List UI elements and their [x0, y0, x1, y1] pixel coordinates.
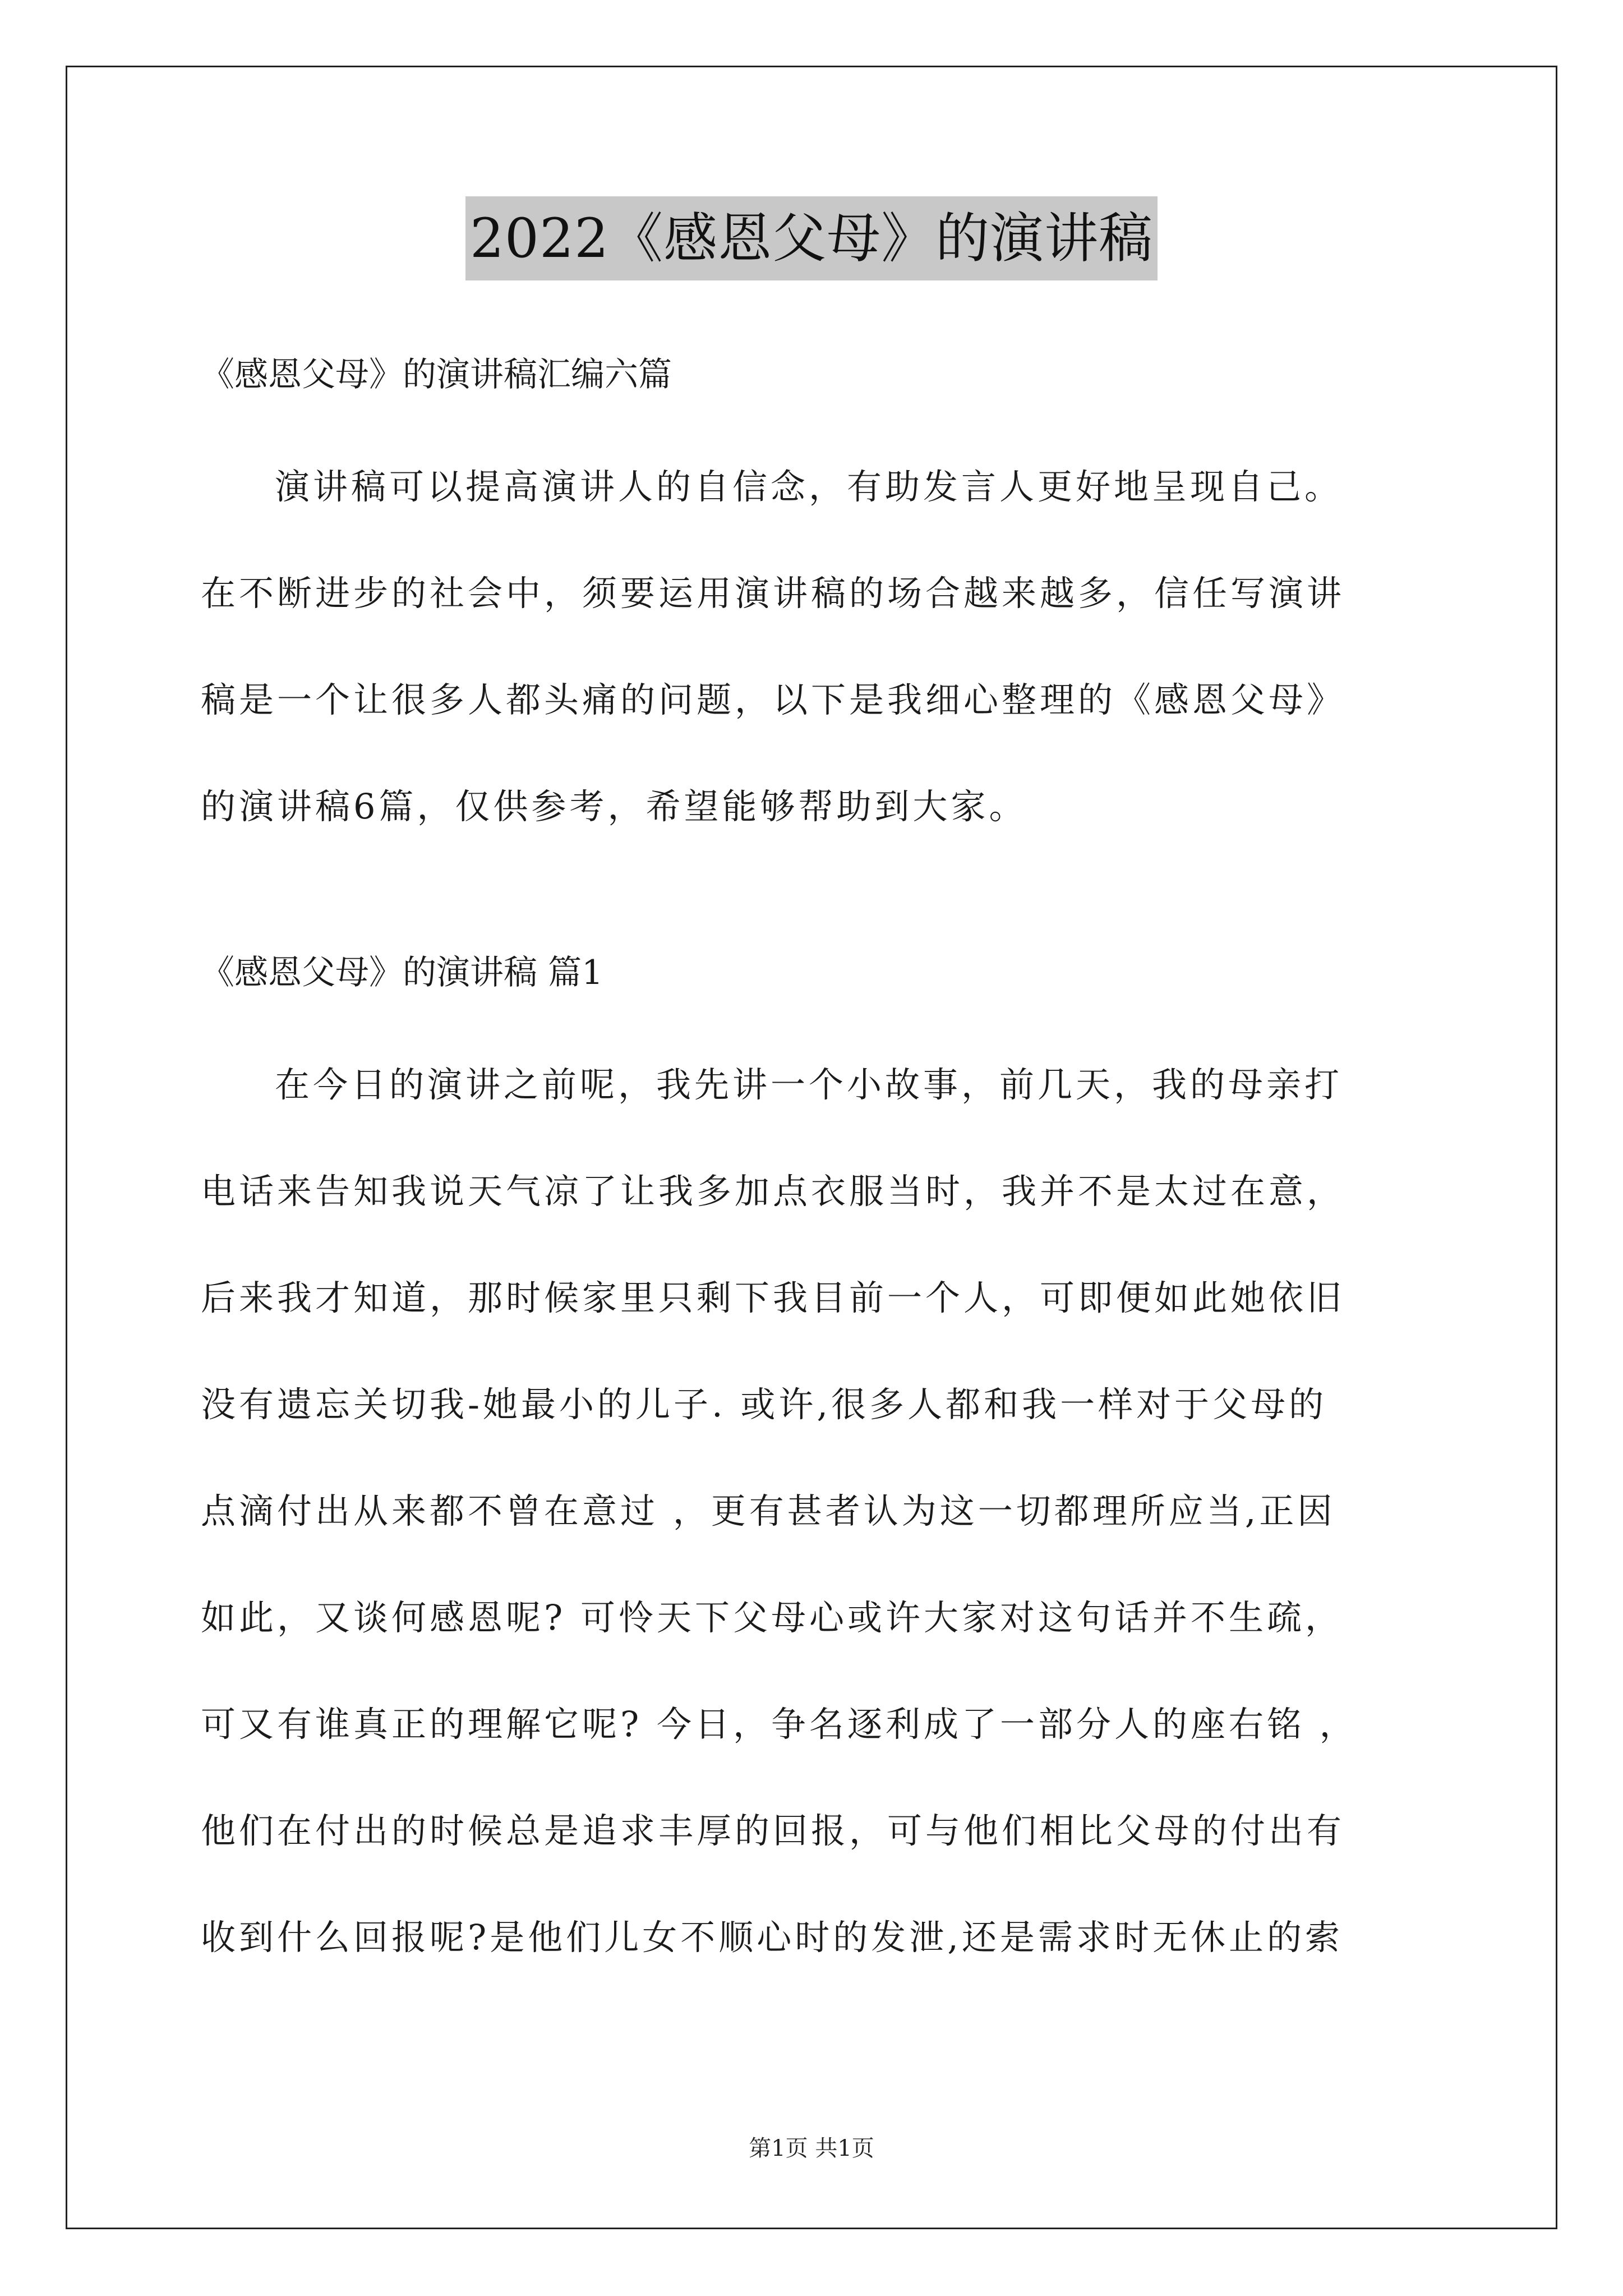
- section-line-5[interactable]: 点滴付出从来都不曾在意过 ，更有甚者认为这一切都理所应当,正因: [201, 1490, 1336, 1531]
- section-heading[interactable]: 《感恩父母》的演讲稿 篇1: [201, 953, 603, 992]
- section-line-9[interactable]: 收到什么回报呢?是他们儿女不顺心时的发泄,还是需求时无休止的索: [201, 1917, 1343, 1958]
- intro-line-2[interactable]: 在不断进步的社会中，须要运用演讲稿的场合越来越多，信任写演讲: [201, 573, 1345, 614]
- document-subtitle[interactable]: 《感恩父母》的演讲稿汇编六篇: [201, 355, 672, 394]
- intro-line-4[interactable]: 的演讲稿6篇，仅供参考，希望能够帮助到大家。: [201, 786, 1027, 827]
- section-line-7[interactable]: 可又有谁真正的理解它呢? 今日，争名逐利成了一部分人的座右铭 ，: [201, 1704, 1358, 1745]
- section-line-3[interactable]: 后来我才知道，那时候家里只剩下我目前一个人，可即便如此她依旧: [201, 1277, 1345, 1318]
- document-title[interactable]: 2022《感恩父母》的演讲稿: [465, 196, 1158, 280]
- page-footer: 第1页 共1页: [749, 2136, 874, 2161]
- section-line-2[interactable]: 电话来告知我说天气凉了让我多加点衣服当时，我并不是太过在意，: [201, 1171, 1345, 1212]
- title-container: [0, 196, 1623, 280]
- section-line-8[interactable]: 他们在付出的时候总是追求丰厚的回报，可与他们相比父母的付出有: [201, 1810, 1345, 1851]
- intro-line-3[interactable]: 稿是一个让很多人都头痛的问题，以下是我细心整理的《感恩父母》: [201, 679, 1345, 720]
- section-line-6[interactable]: 如此，又谈何感恩呢? 可怜天下父母心或许大家对这句话并不生疏，: [201, 1597, 1343, 1638]
- section-line-4[interactable]: 没有遗忘关切我-她最小的儿子. 或许,很多人都和我一样对于父母的: [201, 1384, 1327, 1425]
- section-line-1[interactable]: 在今日的演讲之前呢，我先讲一个小故事，前几天，我的母亲打: [275, 1064, 1343, 1105]
- intro-line-1[interactable]: 演讲稿可以提高演讲人的自信念，有助发言人更好地呈现自己。: [275, 466, 1343, 507]
